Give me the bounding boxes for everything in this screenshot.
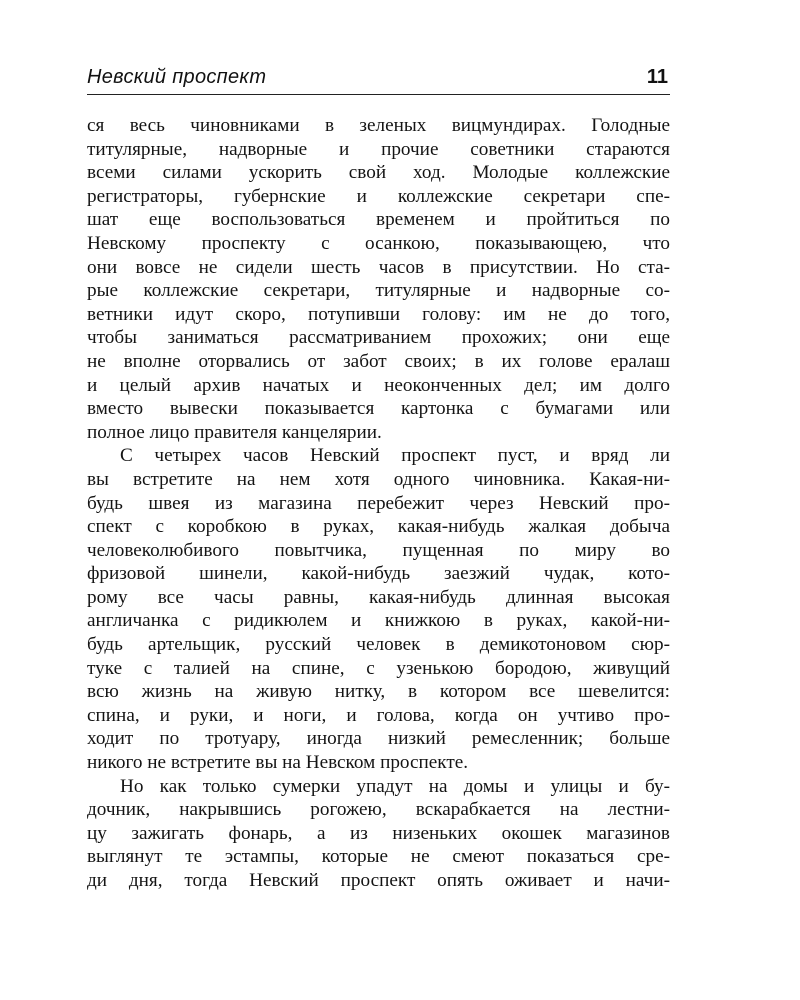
paragraph bbox=[87, 444, 670, 774]
text-line: всю жизнь на живую нитку, в котором все шевелится: bbox=[87, 681, 670, 703]
running-title: Невский проспект bbox=[87, 66, 267, 88]
text-line: будь швея из магазина перебежит через Невский про- bbox=[87, 492, 670, 514]
running-header bbox=[87, 66, 670, 92]
text-line: Невскому проспекту с осанкою, показывающею, что bbox=[87, 232, 670, 254]
text-line: никого не встретите вы на Невском проспекте. bbox=[87, 752, 469, 774]
text-line: выглянут те эстампы, которые не смеют показаться сре- bbox=[87, 846, 670, 868]
text-line: вы встретите на нем хотя одного чиновника. Какая-ни- bbox=[87, 468, 670, 490]
text-line: спект с коробкою в руках, какая-нибудь жалкая добыча bbox=[87, 516, 670, 538]
paragraph bbox=[87, 775, 670, 893]
header-rule bbox=[87, 94, 670, 95]
page-number: 11 bbox=[646, 66, 668, 88]
text-line: рому все часы равны, какая-нибудь длинная высокая bbox=[87, 586, 670, 608]
text-line: они вовсе не сидели шесть часов в присутствии. Но ста- bbox=[87, 256, 670, 278]
text-line: полное лицо правителя канцелярии. bbox=[87, 421, 382, 443]
text-line: спина, и руки, и ноги, и голова, когда он учтиво про- bbox=[87, 704, 670, 726]
text-line: не вполне оторвались от забот своих; в их голове ералаш bbox=[87, 350, 670, 372]
text-line: цу зажигать фонарь, а из низеньких окошек магазинов bbox=[87, 822, 670, 844]
text-line: Но как только сумерки упадут на домы и улицы и бу- bbox=[120, 775, 670, 797]
text-line: шат еще воспользоваться временем и пройтиться по bbox=[87, 209, 670, 231]
text-line: англичанка с ридикюлем и книжкою в руках, какой-ни- bbox=[87, 610, 670, 632]
text-line: вместо вывески показывается картонка с бумагами или bbox=[87, 398, 670, 420]
text-line: и целый архив начатых и неоконченных дел; им долго bbox=[87, 374, 670, 396]
text-line: ветники идут скоро, потупивши голову: им не до того, bbox=[87, 303, 670, 325]
text-line: всеми силами ускорить свой ход. Молодые коллежские bbox=[87, 162, 670, 184]
text-line: титулярные, надворные и прочие советники стараются bbox=[87, 138, 670, 160]
text-line: ходит по тротуару, иногда низкий ремесленник; больше bbox=[87, 728, 670, 750]
text-line: дочник, накрывшись рогожею, вскарабкается на лестни- bbox=[87, 799, 670, 821]
text-line: чтобы заниматься рассматриванием прохожих; они еще bbox=[87, 327, 670, 349]
text-line: будь артельщик, русский человек в демикотоновом сюр- bbox=[87, 634, 670, 656]
text-line: С четырех часов Невский проспект пуст, и вряд ли bbox=[120, 445, 670, 467]
text-line: фризовой шинели, какой-нибудь заезжий чудак, кото- bbox=[87, 563, 670, 585]
paragraph bbox=[87, 114, 670, 444]
text-line: ди дня, тогда Невский проспект опять оживает и начи- bbox=[87, 870, 670, 891]
text-line: человеколюбивого повытчика, пущенная по миру во bbox=[87, 539, 670, 561]
text-line: рые коллежские секретари, титулярные и надворные со- bbox=[87, 280, 670, 302]
text-line: регистраторы, губернские и коллежские секретари спе- bbox=[87, 185, 670, 207]
body-text bbox=[87, 114, 670, 893]
text-line: туке с талией на спине, с узенькою бородою, живущий bbox=[87, 657, 670, 679]
text-line: ся весь чиновниками в зеленых вицмундирах. Голодные bbox=[87, 115, 670, 136]
